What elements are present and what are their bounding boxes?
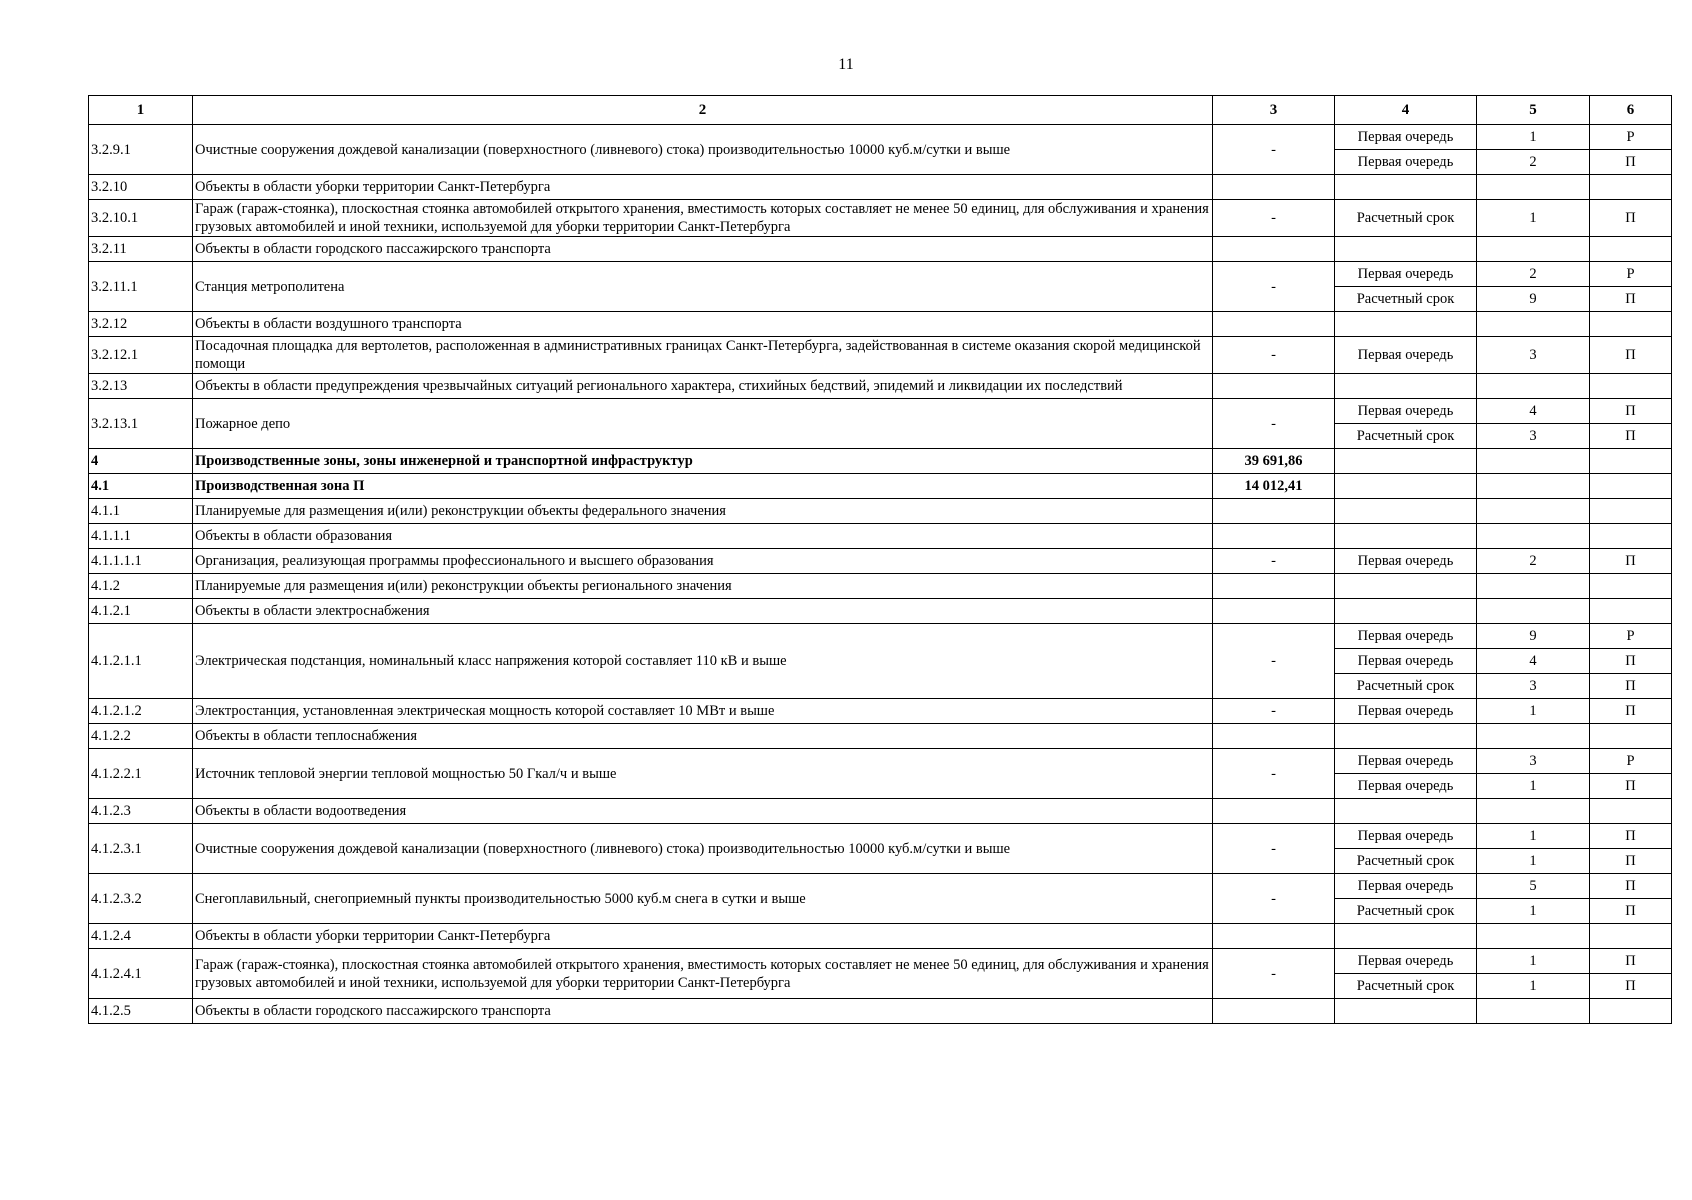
row-stage (1335, 999, 1477, 1024)
row-count: 3 (1477, 424, 1590, 449)
row-area: - (1213, 874, 1335, 924)
row-area: - (1213, 399, 1335, 449)
row-name: Объекты в области воздушного транспорта (193, 312, 1213, 337)
table-row (89, 399, 1672, 424)
row-count (1477, 599, 1590, 624)
row-count (1477, 799, 1590, 824)
zones-table (88, 95, 1672, 1024)
row-code: 3.2.13.1 (89, 399, 193, 449)
row-count: 3 (1477, 749, 1590, 774)
row-status (1590, 924, 1672, 949)
row-area: - (1213, 337, 1335, 374)
row-area: - (1213, 749, 1335, 799)
row-area: - (1213, 949, 1335, 999)
row-stage: Первая очередь (1335, 337, 1477, 374)
row-code: 3.2.9.1 (89, 125, 193, 175)
row-stage: Первая очередь (1335, 749, 1477, 774)
row-count (1477, 374, 1590, 399)
row-status: П (1590, 949, 1672, 974)
row-stage: Первая очередь (1335, 874, 1477, 899)
column-header: 6 (1590, 96, 1672, 125)
row-stage: Расчетный срок (1335, 849, 1477, 874)
table-row (89, 824, 1672, 849)
row-count: 3 (1477, 674, 1590, 699)
row-status: П (1590, 849, 1672, 874)
row-stage: Первая очередь (1335, 649, 1477, 674)
row-status (1590, 312, 1672, 337)
row-stage: Расчетный срок (1335, 200, 1477, 237)
row-stage: Первая очередь (1335, 399, 1477, 424)
row-count (1477, 312, 1590, 337)
row-status (1590, 499, 1672, 524)
table-row (89, 949, 1672, 974)
row-area (1213, 924, 1335, 949)
row-stage (1335, 175, 1477, 200)
row-stage: Расчетный срок (1335, 674, 1477, 699)
row-stage (1335, 724, 1477, 749)
table-row (89, 175, 1672, 200)
row-stage (1335, 574, 1477, 599)
row-name: Объекты в области водоотведения (193, 799, 1213, 824)
row-name: Планируемые для размещения и(или) реконструкции объекты регионального значения (193, 574, 1213, 599)
row-count: 2 (1477, 150, 1590, 175)
row-code: 4.1.2.3.2 (89, 874, 193, 924)
row-stage (1335, 312, 1477, 337)
row-name: Производственная зона П (193, 474, 1213, 499)
row-status: Р (1590, 624, 1672, 649)
table-row (89, 924, 1672, 949)
row-status (1590, 799, 1672, 824)
row-area: - (1213, 262, 1335, 312)
row-count: 1 (1477, 125, 1590, 150)
row-count: 1 (1477, 899, 1590, 924)
row-status: П (1590, 774, 1672, 799)
table-row (89, 874, 1672, 899)
column-header: 2 (193, 96, 1213, 125)
row-name: Электрическая подстанция, номинальный класс напряжения которой составляет 110 кВ и выше (193, 624, 1213, 699)
row-status: П (1590, 649, 1672, 674)
row-code: 4.1.1 (89, 499, 193, 524)
row-status: П (1590, 699, 1672, 724)
row-count: 1 (1477, 699, 1590, 724)
row-status (1590, 374, 1672, 399)
row-area (1213, 499, 1335, 524)
row-status: Р (1590, 125, 1672, 150)
row-count (1477, 499, 1590, 524)
row-stage (1335, 599, 1477, 624)
table-row (89, 624, 1672, 649)
row-status: П (1590, 200, 1672, 237)
row-stage: Первая очередь (1335, 125, 1477, 150)
row-count: 1 (1477, 824, 1590, 849)
table-row (89, 262, 1672, 287)
column-header: 4 (1335, 96, 1477, 125)
row-status: Р (1590, 262, 1672, 287)
row-stage: Первая очередь (1335, 549, 1477, 574)
row-status: П (1590, 674, 1672, 699)
row-count (1477, 474, 1590, 499)
row-area (1213, 374, 1335, 399)
table-row (89, 549, 1672, 574)
row-count (1477, 524, 1590, 549)
row-area (1213, 175, 1335, 200)
row-count: 4 (1477, 649, 1590, 674)
row-code: 4 (89, 449, 193, 474)
table-row (89, 200, 1672, 237)
row-name: Производственные зоны, зоны инженерной и транспортной инфраструктур (193, 449, 1213, 474)
row-name: Гараж (гараж-стоянка), плоскостная стоянка автомобилей открытого хранения, вместимость которых составляет не менее 50 единиц, для обслуживания и хранения грузовых автомобилей и иной техники, используемой для уборки территории Санкт-Петербурга (193, 200, 1213, 237)
row-area: 14 012,41 (1213, 474, 1335, 499)
row-count (1477, 574, 1590, 599)
row-stage (1335, 237, 1477, 262)
row-code: 4.1.2.4 (89, 924, 193, 949)
row-name: Посадочная площадка для вертолетов, расположенная в административных границах Санкт-Петербурга, задействованная в системе оказания скорой медицинской помощи (193, 337, 1213, 374)
table-row (89, 337, 1672, 374)
row-code: 3.2.12 (89, 312, 193, 337)
row-status: П (1590, 287, 1672, 312)
row-status: П (1590, 874, 1672, 899)
row-name: Объекты в области уборки территории Санкт-Петербурга (193, 175, 1213, 200)
row-name: Объекты в области электроснабжения (193, 599, 1213, 624)
row-area (1213, 724, 1335, 749)
row-name: Объекты в области городского пассажирского транспорта (193, 999, 1213, 1024)
row-name: Организация, реализующая программы профессионального и высшего образования (193, 549, 1213, 574)
row-code: 3.2.13 (89, 374, 193, 399)
row-status: П (1590, 399, 1672, 424)
row-area (1213, 999, 1335, 1024)
column-header: 5 (1477, 96, 1590, 125)
row-name: Объекты в области городского пассажирского транспорта (193, 237, 1213, 262)
row-code: 4.1.1.1.1 (89, 549, 193, 574)
row-status (1590, 524, 1672, 549)
row-code: 4.1.1.1 (89, 524, 193, 549)
table-row (89, 599, 1672, 624)
column-header: 1 (89, 96, 193, 125)
row-stage: Первая очередь (1335, 262, 1477, 287)
row-count: 2 (1477, 549, 1590, 574)
row-area: - (1213, 624, 1335, 699)
row-name: Источник тепловой энергии тепловой мощностью 50 Гкал/ч и выше (193, 749, 1213, 799)
row-status (1590, 175, 1672, 200)
table-row (89, 374, 1672, 399)
row-status (1590, 599, 1672, 624)
row-stage: Первая очередь (1335, 150, 1477, 175)
table-row (89, 749, 1672, 774)
table-row (89, 474, 1672, 499)
row-stage (1335, 524, 1477, 549)
row-code: 4.1.2.4.1 (89, 949, 193, 999)
row-area: - (1213, 699, 1335, 724)
row-area (1213, 574, 1335, 599)
table-row (89, 125, 1672, 150)
row-count (1477, 175, 1590, 200)
row-stage: Первая очередь (1335, 949, 1477, 974)
row-code: 3.2.11.1 (89, 262, 193, 312)
row-area (1213, 799, 1335, 824)
row-stage: Первая очередь (1335, 699, 1477, 724)
row-count: 1 (1477, 200, 1590, 237)
row-code: 3.2.12.1 (89, 337, 193, 374)
row-status: П (1590, 424, 1672, 449)
row-stage: Первая очередь (1335, 774, 1477, 799)
row-name: Очистные сооружения дождевой канализации (поверхностного (ливневого) стока) производительностью 10000 куб.м/сутки и выше (193, 125, 1213, 175)
row-stage (1335, 499, 1477, 524)
row-stage (1335, 799, 1477, 824)
row-status: П (1590, 899, 1672, 924)
row-stage: Расчетный срок (1335, 899, 1477, 924)
row-count: 1 (1477, 774, 1590, 799)
row-count: 9 (1477, 287, 1590, 312)
row-area (1213, 312, 1335, 337)
row-name: Станция метрополитена (193, 262, 1213, 312)
row-count (1477, 237, 1590, 262)
row-status: П (1590, 150, 1672, 175)
row-area (1213, 524, 1335, 549)
row-status: П (1590, 549, 1672, 574)
row-status: П (1590, 974, 1672, 999)
row-name: Объекты в области предупреждения чрезвычайных ситуаций регионального характера, стихийных бедствий, эпидемий и ликвидации их последствий (193, 374, 1213, 399)
table-row (89, 312, 1672, 337)
row-code: 4.1.2.2.1 (89, 749, 193, 799)
row-code: 4.1.2 (89, 574, 193, 599)
row-code: 4.1.2.2 (89, 724, 193, 749)
row-code: 4.1 (89, 474, 193, 499)
row-stage: Расчетный срок (1335, 424, 1477, 449)
row-status (1590, 449, 1672, 474)
row-count (1477, 724, 1590, 749)
row-stage (1335, 924, 1477, 949)
row-stage: Расчетный срок (1335, 287, 1477, 312)
table-row (89, 699, 1672, 724)
table-body (89, 125, 1672, 1024)
table-row (89, 799, 1672, 824)
row-status (1590, 574, 1672, 599)
row-code: 4.1.2.1 (89, 599, 193, 624)
row-status (1590, 724, 1672, 749)
table-row (89, 237, 1672, 262)
row-name: Очистные сооружения дождевой канализации (поверхностного (ливневого) стока) производительностью 10000 куб.м/сутки и выше (193, 824, 1213, 874)
table-row (89, 449, 1672, 474)
row-count: 1 (1477, 949, 1590, 974)
table-header-row (89, 96, 1672, 125)
row-code: 4.1.2.1.1 (89, 624, 193, 699)
row-name: Гараж (гараж-стоянка), плоскостная стоянка автомобилей открытого хранения, вместимость которых составляет не менее 50 единиц, для обслуживания и хранения грузовых автомобилей и иной техники, используемой для уборки территории Санкт-Петербурга (193, 949, 1213, 999)
row-name: Электростанция, установленная электрическая мощность которой составляет 10 МВт и выше (193, 699, 1213, 724)
row-area (1213, 599, 1335, 624)
row-count (1477, 924, 1590, 949)
row-stage: Расчетный срок (1335, 974, 1477, 999)
row-status: П (1590, 824, 1672, 849)
page-number: 11 (838, 56, 854, 73)
row-name: Объекты в области теплоснабжения (193, 724, 1213, 749)
row-stage (1335, 374, 1477, 399)
row-name: Пожарное депо (193, 399, 1213, 449)
row-area: 39 691,86 (1213, 449, 1335, 474)
row-status (1590, 474, 1672, 499)
row-code: 4.1.2.5 (89, 999, 193, 1024)
table-row (89, 724, 1672, 749)
row-count: 1 (1477, 974, 1590, 999)
row-status: Р (1590, 749, 1672, 774)
row-status (1590, 999, 1672, 1024)
row-code: 4.1.2.3.1 (89, 824, 193, 874)
table-row (89, 574, 1672, 599)
table-row (89, 524, 1672, 549)
row-area: - (1213, 549, 1335, 574)
row-code: 4.1.2.1.2 (89, 699, 193, 724)
row-code: 3.2.11 (89, 237, 193, 262)
row-code: 4.1.2.3 (89, 799, 193, 824)
table-row (89, 999, 1672, 1024)
row-name: Объекты в области образования (193, 524, 1213, 549)
row-name: Объекты в области уборки территории Санкт-Петербурга (193, 924, 1213, 949)
row-stage: Первая очередь (1335, 824, 1477, 849)
row-count: 2 (1477, 262, 1590, 287)
row-count: 5 (1477, 874, 1590, 899)
row-area: - (1213, 824, 1335, 874)
table-row (89, 499, 1672, 524)
column-header: 3 (1213, 96, 1335, 125)
row-count (1477, 999, 1590, 1024)
row-status (1590, 237, 1672, 262)
row-stage (1335, 449, 1477, 474)
row-count (1477, 449, 1590, 474)
row-stage: Первая очередь (1335, 624, 1477, 649)
row-count: 4 (1477, 399, 1590, 424)
row-code: 3.2.10.1 (89, 200, 193, 237)
row-area: - (1213, 125, 1335, 175)
row-area: - (1213, 200, 1335, 237)
row-stage (1335, 474, 1477, 499)
row-code: 3.2.10 (89, 175, 193, 200)
row-status: П (1590, 337, 1672, 374)
row-name: Планируемые для размещения и(или) реконструкции объекты федерального значения (193, 499, 1213, 524)
row-count: 3 (1477, 337, 1590, 374)
row-name: Снегоплавильный, снегоприемный пункты производительностью 5000 куб.м снега в сутки и выше (193, 874, 1213, 924)
row-area (1213, 237, 1335, 262)
row-count: 9 (1477, 624, 1590, 649)
row-count: 1 (1477, 849, 1590, 874)
